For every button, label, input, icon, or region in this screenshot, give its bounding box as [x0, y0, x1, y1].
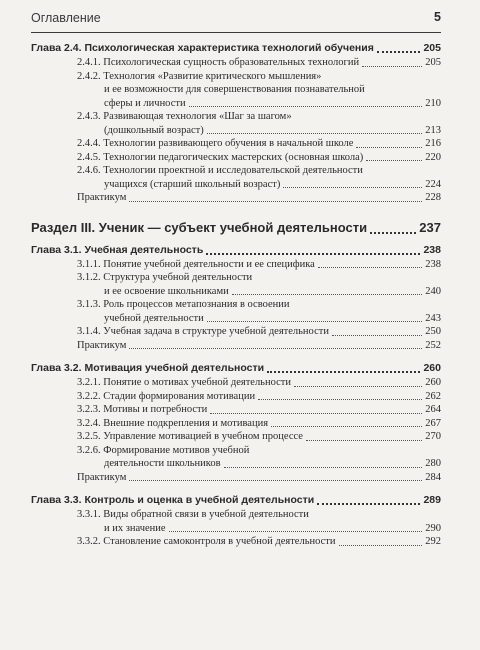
dot-leader: [318, 266, 422, 268]
entry-number: 3.2.5.: [77, 431, 101, 442]
dot-leader: [370, 231, 416, 234]
toc-entry[interactable]: [31, 403, 441, 417]
toc-entry[interactable]: [31, 151, 441, 165]
entry-text: [77, 339, 126, 353]
entry-number: 3.2.2.: [77, 390, 101, 402]
chapter-heading[interactable]: [31, 492, 441, 508]
entry-number: 2.4.3.: [77, 111, 101, 122]
entry-page: 267: [425, 417, 441, 429]
entry-number: 3.2.1.: [77, 377, 101, 388]
page-number: 5: [434, 10, 441, 24]
chapter-3-3: [31, 492, 441, 549]
toc-entry-line: [77, 508, 441, 522]
chapter-heading-line: [31, 492, 441, 508]
entry-text-part: Внешние подкрепления и мотивация: [103, 417, 269, 429]
entry-page: 260: [425, 377, 441, 388]
entry-page: 243: [425, 312, 441, 324]
chapter-page: 205: [423, 42, 441, 54]
toc-entry-line: [77, 522, 441, 536]
dot-leader: [207, 320, 422, 322]
entry-text-part: Практикум: [77, 471, 127, 483]
toc-entry-line: [77, 417, 441, 431]
dot-leader: [129, 479, 422, 481]
entry-number: 2.4.2.: [77, 70, 101, 82]
entry-page: 290: [425, 522, 441, 534]
entry-page: 292: [425, 536, 441, 547]
section-title: Раздел III. Ученик — субъект учебной деятельности: [31, 219, 368, 235]
dot-leader: [258, 398, 422, 400]
entry-text: Формирование мотивов учебной: [103, 444, 250, 456]
entry-text-part: Практикум: [77, 339, 127, 351]
dot-leader: [232, 293, 423, 295]
dot-leader: [362, 65, 422, 67]
toc-entry[interactable]: [31, 471, 441, 485]
entry-text: [104, 285, 229, 299]
entry-number: 3.1.1.: [77, 258, 101, 270]
entry-page: 228: [425, 192, 441, 203]
chapter-title: Глава 3.3. Контроль и оценка в учебной деятельности: [31, 494, 315, 506]
entry-number: 2.4.1.: [77, 57, 101, 68]
entry-page: 262: [425, 390, 441, 402]
running-header: [31, 10, 441, 33]
dot-leader: [206, 252, 420, 255]
entry-number: 2.4.6.: [77, 165, 101, 176]
entry-number: 3.3.1.: [77, 509, 101, 520]
toc-entry-line: [77, 70, 441, 84]
entry-text: [77, 430, 303, 444]
entry-page: 224: [425, 178, 441, 190]
toc-entry[interactable]: [31, 430, 441, 444]
entry-text: и ее возможности для совершенствования познавательной: [104, 84, 365, 95]
toc-entry[interactable]: [31, 137, 441, 151]
entry-text-part: Учебная задача в структуре учебной деятельности: [103, 326, 329, 337]
toc-entry-line: [77, 430, 441, 444]
toc-entry[interactable]: [31, 508, 441, 535]
running-title: Оглавление: [31, 11, 101, 25]
toc-entry-line: [77, 535, 441, 549]
chapter-heading[interactable]: [31, 360, 441, 376]
toc-entry-line: [77, 110, 441, 124]
toc-entry-line: [77, 164, 441, 178]
entry-text: Развивающая технология «Шаг за шагом»: [103, 111, 292, 122]
toc-entry-line: [77, 271, 441, 285]
table-of-contents: [31, 40, 441, 549]
toc-entry[interactable]: [31, 191, 441, 205]
entry-text-part: Технологии развивающего обучения в начальной школе: [103, 138, 354, 149]
entry-text-part: учебной деятельности: [104, 312, 204, 324]
entry-text: Роль процессов метапознания в освоении: [103, 299, 290, 310]
entry-page: 220: [425, 151, 441, 163]
toc-entry-line: [77, 56, 441, 70]
dot-leader: [207, 132, 423, 134]
entry-page: 264: [425, 404, 441, 415]
entry-text: [104, 124, 204, 138]
entry-page: 250: [425, 326, 441, 337]
entry-text: [77, 151, 363, 165]
entry-text: [104, 97, 186, 111]
chapter-heading-line: [31, 360, 441, 376]
entry-text-part: Практикум: [77, 192, 127, 203]
toc-entry[interactable]: [31, 417, 441, 431]
entry-text-part: Понятие учебной деятельности и ее специфика: [103, 258, 315, 270]
toc-entry-line: [77, 124, 441, 138]
section-page: 237: [419, 219, 441, 235]
toc-entry-line: [77, 390, 441, 404]
entry-page: 213: [425, 124, 441, 136]
entry-text: [77, 417, 268, 431]
toc-entry[interactable]: [31, 56, 441, 70]
toc-entry-line: [77, 444, 441, 458]
chapter-heading-line: [31, 242, 441, 258]
entry-number: 3.2.4.: [77, 417, 101, 429]
entry-page: 216: [425, 138, 441, 149]
chapter-page: 238: [423, 243, 441, 256]
toc-entry[interactable]: [31, 444, 441, 471]
dot-leader: [210, 412, 422, 414]
entry-number: 3.1.2.: [77, 272, 101, 283]
entry-text-part: деятельности школьников: [104, 458, 221, 469]
dot-leader: [224, 466, 423, 468]
entry-page: 210: [425, 97, 441, 109]
entry-text-part: Психологическая сущность образовательных технологий: [103, 57, 360, 68]
dot-leader: [306, 439, 422, 441]
toc-entry[interactable]: [31, 298, 441, 325]
entry-text: [77, 390, 255, 404]
toc-entry[interactable]: [31, 390, 441, 404]
entry-number: 3.2.6.: [77, 444, 101, 456]
toc-entry-line: [77, 298, 441, 312]
dot-leader: [317, 502, 420, 505]
entry-text: [77, 535, 336, 549]
entry-text-part: Стадии формирования мотивации: [103, 390, 256, 402]
toc-entry[interactable]: [31, 325, 441, 339]
chapter-2-4: [31, 40, 441, 205]
entry-text: [77, 325, 329, 339]
dot-leader: [129, 347, 422, 349]
entry-text: Технологии проектной и исследовательской деятельности: [103, 165, 363, 176]
toc-entry-line: [77, 325, 441, 339]
entry-text: [77, 191, 126, 205]
chapter-title: Глава 2.4. Психологическая характеристика технологий обучения: [31, 42, 374, 54]
chapter-heading-line: [31, 40, 441, 56]
toc-entry-line: [77, 312, 441, 326]
chapter-title: Глава 3.1. Учебная деятельность: [31, 243, 204, 256]
toc-entry[interactable]: [31, 258, 441, 272]
entry-number: 3.1.4.: [77, 326, 101, 337]
entry-page: 280: [425, 458, 441, 469]
entry-text: [104, 178, 280, 192]
toc-entry-line: [77, 471, 441, 485]
toc-entry[interactable]: [31, 110, 441, 137]
toc-entry[interactable]: [31, 164, 441, 191]
dot-leader: [271, 425, 422, 427]
dot-leader: [189, 105, 423, 107]
toc-entry-line: [77, 285, 441, 299]
entry-text-part: и ее освоение школьниками: [104, 285, 229, 297]
entry-number: 2.4.5.: [77, 151, 101, 163]
entry-text-part: Технологии педагогических мастерских (основная школа): [103, 151, 364, 163]
toc-entry-line: [77, 339, 441, 353]
entry-text-part: (дошкольный возраст): [104, 124, 204, 136]
dot-leader: [267, 370, 420, 373]
entry-text: [104, 312, 204, 326]
dot-leader: [129, 200, 422, 202]
entry-text-part: учащихся (старший школьный возраст): [104, 178, 281, 190]
toc-entry-line: [77, 457, 441, 471]
entry-text-part: Понятие о мотивах учебной деятельности: [103, 377, 291, 388]
entry-number: 3.1.3.: [77, 299, 101, 310]
toc-entry[interactable]: [31, 70, 441, 111]
entry-text: [104, 522, 166, 536]
entry-text-part: сферы и личности: [104, 97, 186, 109]
chapter-page: 260: [423, 362, 441, 374]
entry-page: 252: [425, 339, 441, 351]
chapter-heading[interactable]: [31, 40, 441, 56]
entry-page: 205: [425, 57, 441, 68]
chapter-3-1: [31, 242, 441, 353]
entry-text: Виды обратной связи в учебной деятельности: [103, 509, 309, 520]
entry-text-part: и их значение: [104, 522, 166, 534]
toc-entry-line: [77, 258, 441, 272]
toc-entry-line: [77, 151, 441, 165]
entry-text: [77, 403, 207, 417]
toc-entry[interactable]: [31, 271, 441, 298]
entry-number: 3.3.2.: [77, 536, 101, 547]
dot-leader: [339, 544, 423, 546]
entry-text: Технология «Развитие критического мышления»: [103, 70, 322, 82]
entry-text-part: Становление самоконтроля в учебной деятельности: [103, 536, 336, 547]
entry-number: 3.2.3.: [77, 404, 101, 415]
dot-leader: [294, 385, 422, 387]
entry-text: [104, 457, 221, 471]
toc-entry-line: [77, 83, 441, 97]
dot-leader: [356, 146, 422, 148]
toc-entry[interactable]: [31, 339, 441, 353]
entry-text-part: Управление мотивацией в учебном процессе: [103, 431, 303, 442]
toc-entry-line: [77, 191, 441, 205]
dot-leader: [332, 334, 422, 336]
chapter-3-2: [31, 360, 441, 484]
toc-entry-line: [77, 137, 441, 151]
dot-leader: [283, 186, 422, 188]
toc-entry[interactable]: [31, 535, 441, 549]
entry-number: 2.4.4.: [77, 138, 101, 149]
entry-text: Структура учебной деятельности: [103, 272, 253, 283]
dot-leader: [377, 50, 421, 53]
toc-entry-line: [77, 376, 441, 390]
chapter-page: 289: [423, 494, 441, 506]
toc-entry[interactable]: [31, 376, 441, 390]
toc-entry-line: [77, 178, 441, 192]
dot-leader: [169, 530, 423, 532]
entry-text: [77, 137, 353, 151]
entry-page: 238: [425, 258, 441, 270]
entry-page: 240: [425, 285, 441, 297]
toc-entry-line: [77, 403, 441, 417]
entry-text: [77, 258, 315, 272]
dot-leader: [366, 159, 422, 161]
entry-text: [77, 471, 126, 485]
entry-text-part: Мотивы и потребности: [103, 404, 208, 415]
section-3-heading[interactable]: [31, 219, 441, 237]
entry-text: [77, 56, 359, 70]
entry-text: [77, 376, 291, 390]
entry-page: 284: [425, 471, 441, 483]
entry-page: 270: [425, 431, 441, 442]
chapter-title: Глава 3.2. Мотивация учебной деятельности: [31, 362, 265, 374]
toc-entry-line: [77, 97, 441, 111]
chapter-heading[interactable]: [31, 242, 441, 258]
